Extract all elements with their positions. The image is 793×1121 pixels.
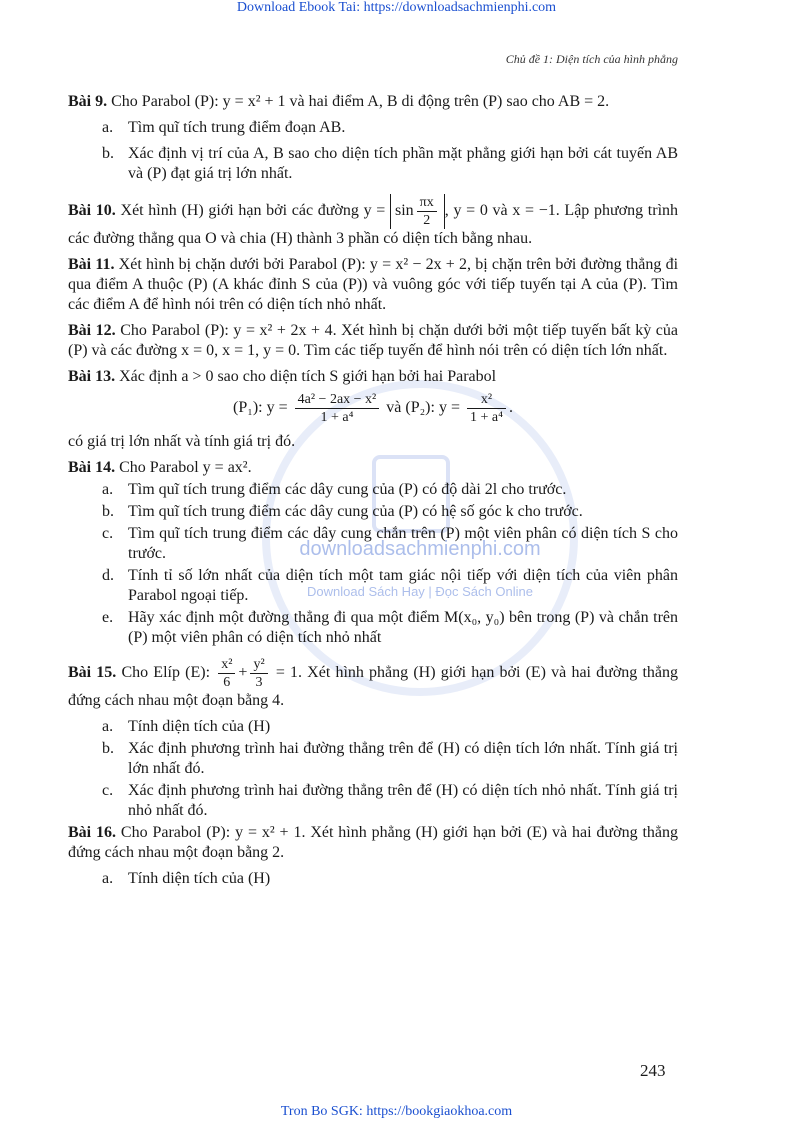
problem-14-b: b. Tìm quĩ tích trung điểm các dây cung của (P) có hệ số góc k cho trước.: [102, 503, 583, 520]
problem-13: Bài 13. Xác định a > 0 sao cho diện tích S giới hạn bởi hai Parabol: [68, 368, 497, 385]
problem-9-a: a. Tìm quĩ tích trung điểm đoạn AB.: [102, 119, 346, 136]
download-banner-bottom[interactable]: Tron Bo SGK: https://bookgiaokhoa.com: [280, 1104, 513, 1119]
problem-11: Bài 11. Xét hình bị chặn dưới bởi Parabol (P): y = x² − 2x + 2, bị chặn trên bởi đường thẳng đi qua điểm A thuộc (P) (A khác đỉnh S của (P)) và vuông góc với tiếp tuyến tại A của (P). Tìm các điểm A để hình nói trên có diện tích nhỏ nhất.: [68, 256, 679, 313]
problem-14-a: a. Tìm quĩ tích trung điểm các dây cung của (P) có độ dài 2l cho trước.: [102, 481, 567, 498]
problem-9-b: b. Xác định vị trí của A, B sao cho diện tích phần mặt phẳng giới hạn bởi cát tuyến AB và (P) đạt giá trị lớn nhất.: [102, 145, 678, 182]
problem-15: Bài 15. Cho Elíp (E): $\frac{\text{x²}}{6}$ + $\frac{\text{y²}}{3}$ = 1. Xét hình phẳng (H) giới hạn bởi (E) và hai đường thẳng đứng cách nhau một đoạn bằng 4.: [68, 657, 679, 709]
problem-label: Bài 9.: [68, 93, 108, 110]
problem-14: Bài 14. Cho Parabol y = ax².: [68, 459, 252, 476]
download-banner-top[interactable]: Download Ebook Tai: https://downloadsachmienphi.com: [236, 0, 557, 15]
watermark-site: downloadsachmienphi.com: [299, 538, 541, 560]
problem-15-c: c. Xác định phương trình hai đường thẳng trên để (H) có diện tích nhỏ nhất. Tính giá trị nhỏ nhất đó.: [102, 782, 678, 819]
abs-sin-formula: sin $\frac{\pi x}{2}$: [390, 194, 445, 229]
problem-16-a: a. Tính diện tích của (H): [102, 870, 271, 887]
problem-14-d: d. Tính tỉ số lớn nhất của diện tích một tam giác nội tiếp với diện tích của viên phân Parabol ngoại tiếp.: [102, 567, 678, 604]
page-content: [68, 92, 678, 895]
problem-15-a: a. Tính diện tích của (H): [102, 718, 271, 735]
problem-10: Bài 10. Xét hình (H) giới hạn bởi các đường y = sin $\frac{\pi x}{2}$ , y = 0 và x = −1. Lập phương trình các đường thẳng qua O và chia (H) thành 3 phần có diện tích bằng nhau.: [68, 195, 679, 247]
problem-16: Bài 16. Cho Parabol (P): y = x² + 1. Xét hình phẳng (H) giới hạn bởi (E) và hai đường thẳng đứng cách nhau một đoạn bằng 2.: [68, 824, 678, 861]
problem-15-b: b. Xác định phương trình hai đường thẳng trên để (H) có diện tích lớn nhất. Tính giá trị lớn nhất đó.: [102, 740, 678, 777]
problem-12: Bài 12. Cho Parabol (P): y = x² + 2x + 4. Xét hình bị chặn dưới bởi một tiếp tuyến bất kỳ của (P) và các đường x = 0, x = 1, y = 0. Tìm các tiếp tuyến để hình nói trên có diện tích lớn nhất.: [68, 322, 679, 359]
problem-14-c: c. Tìm quĩ tích trung điểm các dây cung chắn trên (P) một viên phân có diện tích S cho trước.: [102, 525, 678, 562]
watermark-tagline: Download Sách Hay | Đọc Sách Online: [307, 584, 533, 599]
problem-13-tail: có giá trị lớn nhất và tính giá trị đó.: [68, 433, 296, 450]
problem-9: [68, 92, 678, 112]
running-header: Chủ đề 1: Diện tích của hình phẳng: [505, 52, 678, 66]
problem-text: Cho Parabol (P): y = x² + 1 và hai điểm A, B di động trên (P) sao cho AB = 2.: [111, 93, 610, 110]
problem-14-e: e. Hãy xác định một đường thẳng đi qua một điểm M(x₀, y₀) bên trong (P) và chắn trên (P) một viên phân có diện tích nhỏ nhất: [102, 609, 678, 646]
page-number: 243: [640, 1061, 666, 1080]
problem-13-formula: (P₁): y = $\frac{\text{4a² − 2ax − x²}}{\text{1 + a⁴}}$ và (P₂): y = $\frac{\text{x²}}{\text{1 + a⁴}}$ .: [233, 392, 513, 425]
